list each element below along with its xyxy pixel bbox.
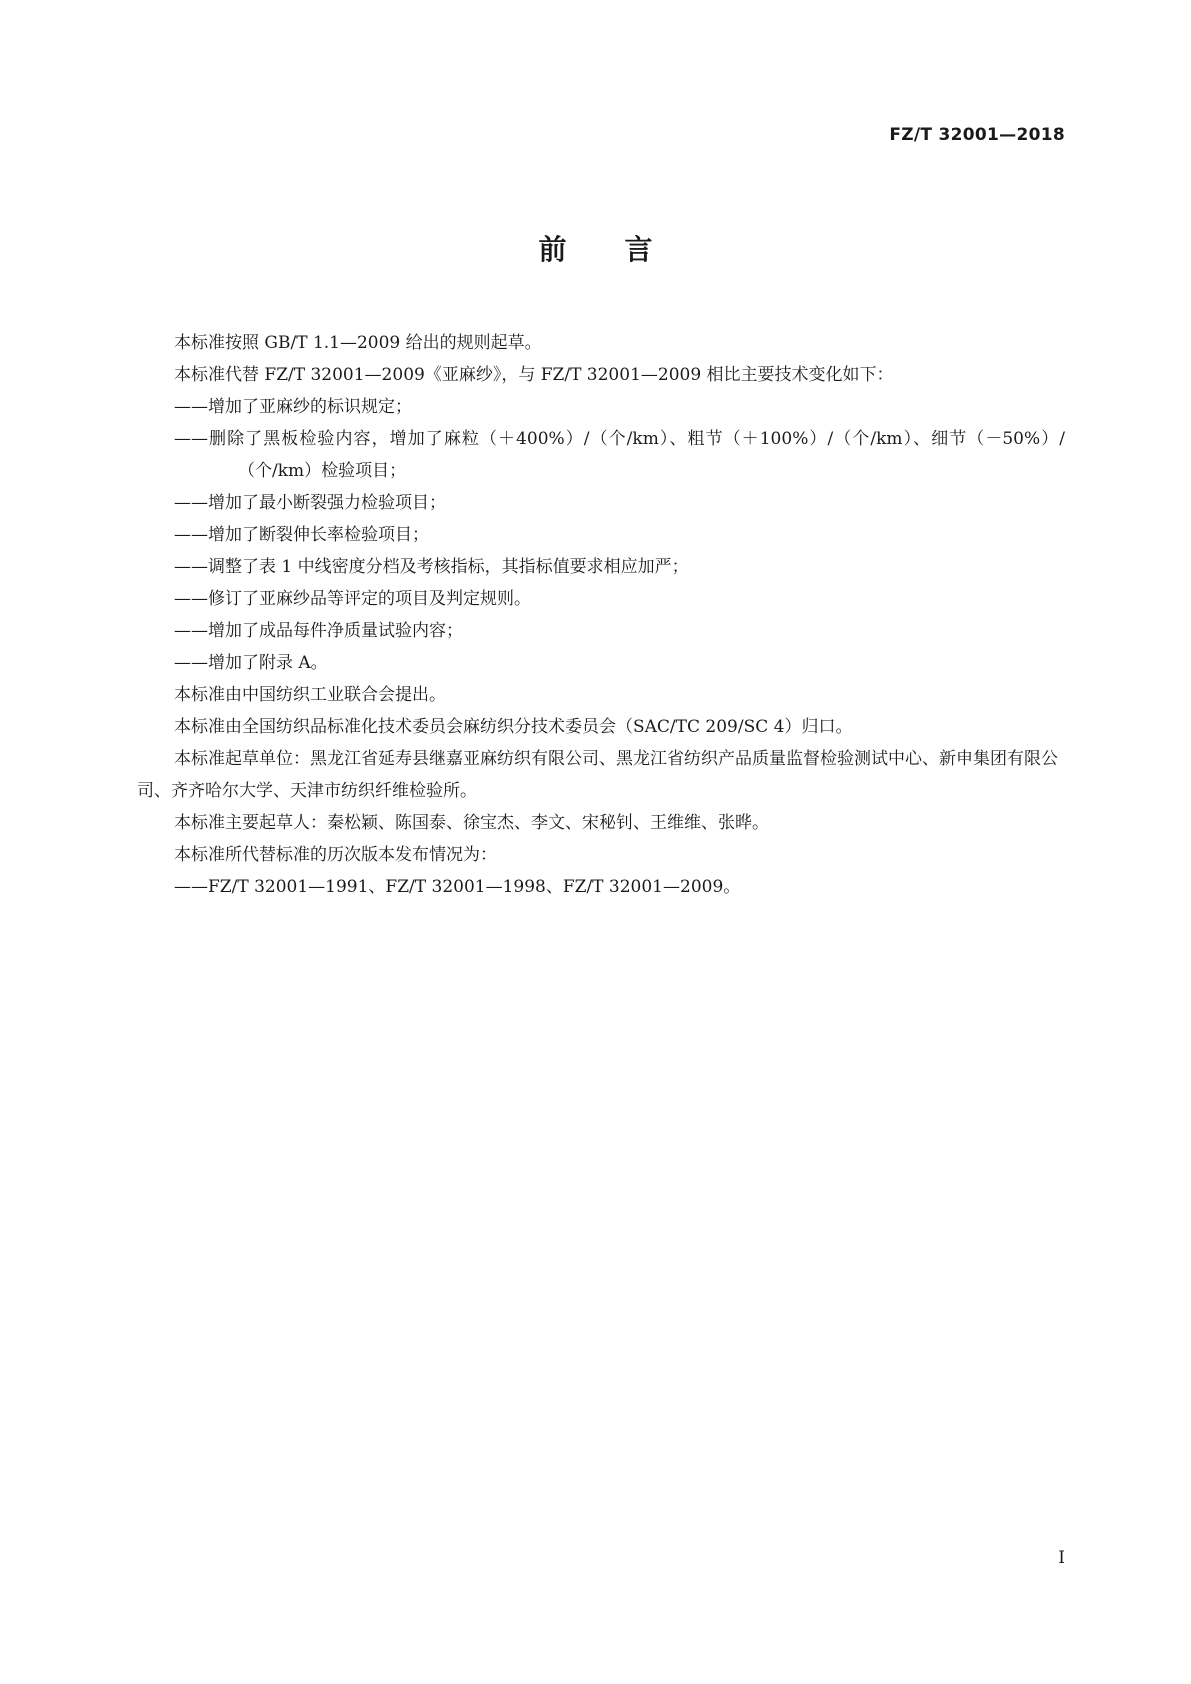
change-item: ——增加了最小断裂强力检验项目；: [174, 493, 446, 513]
info-paragraph: 本标准主要起草人：秦松颖、陈国泰、徐宝杰、李文、宋秘钊、王维维、张晔。: [174, 813, 769, 833]
paragraph: 本标准按照 GB/T 1.1—2009 给出的规则起草。: [174, 333, 542, 353]
standard-code: FZ/T 32001—2018: [889, 125, 1065, 145]
paragraph: 本标准代替 FZ/T 32001—2009《亚麻纱》，与 FZ/T 32001—2009 相比主要技术变化如下：: [174, 365, 894, 385]
change-item: ——增加了附录 A。: [174, 653, 328, 673]
history-item: ——FZ/T 32001—1991、FZ/T 32001—1998、FZ/T 32001—2009。: [174, 877, 741, 897]
info-paragraph: 本标准由中国纺织工业联合会提出。: [174, 685, 446, 705]
change-item: ——调整了表 1 中线密度分档及考核指标，其指标值要求相应加严；: [174, 557, 689, 577]
info-paragraph: 本标准起草单位：黑龙江省延寿县继嘉亚麻纺织有限公司、黑龙江省纺织产品质量监督检验测试中心、新申集团有限公司、齐齐哈尔大学、天津市纺织纤维检验所。: [137, 749, 1058, 801]
change-item: ——修订了亚麻纱品等评定的项目及判定规则。: [174, 589, 531, 609]
info-paragraph: 本标准所代替标准的历次版本发布情况为：: [174, 845, 497, 865]
change-item: ——增加了亚麻纱的标识规定；: [174, 397, 412, 417]
change-item: ——增加了成品每件净质量试验内容；: [174, 621, 463, 641]
change-item: ——删除了黑板检验内容，增加了麻粒（＋400%）/（个/km）、粗节（＋100%）/（个/km）、细节（－50%）/（个/km）检验项目；: [174, 429, 1065, 481]
foreword-body: [137, 327, 1065, 903]
info-paragraph: 本标准由全国纺织品标准化技术委员会麻纺织分技术委员会（SAC/TC 209/SC 4）归口。: [174, 717, 853, 737]
change-item: ——增加了断裂伸长率检验项目；: [174, 525, 429, 545]
page-number: I: [1058, 1548, 1065, 1568]
page-title: 前言: [538, 233, 711, 266]
